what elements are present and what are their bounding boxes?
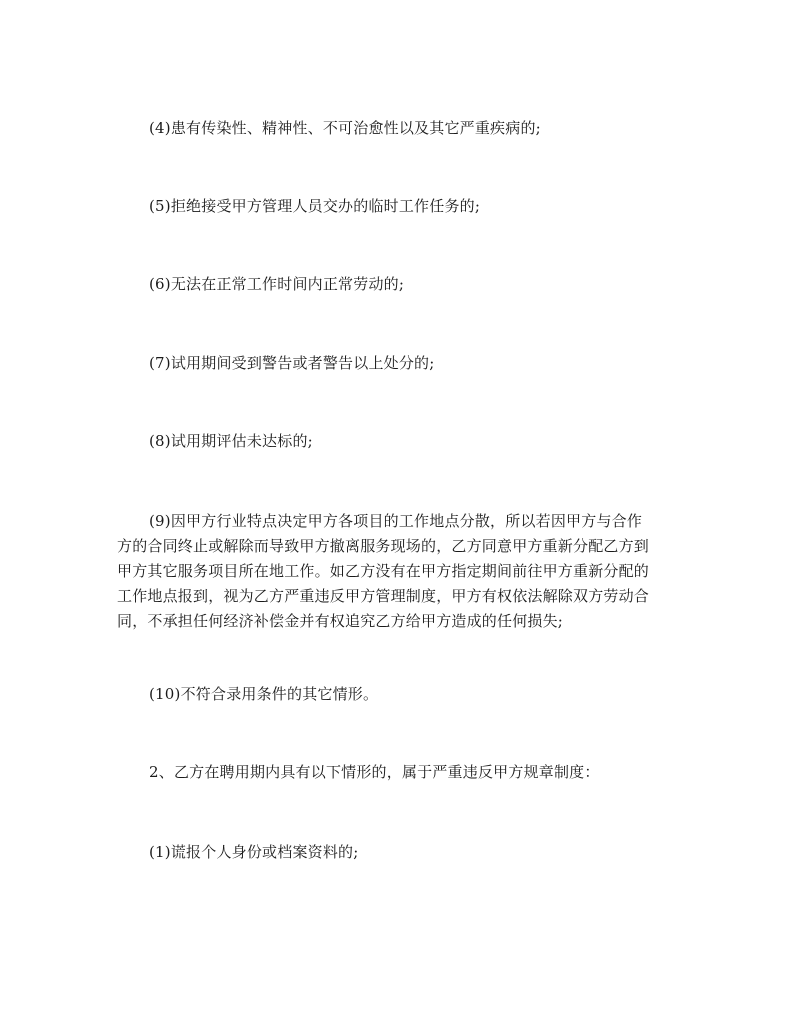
section-2-item-1: (1)谎报个人身份或档案资料的; [149, 843, 359, 861]
clause-item-10: (10)不符合录用条件的其它情形。 [149, 685, 379, 703]
section-2-heading: 2、乙方在聘用期内具有以下情形的，属于严重违反甲方规章制度： [149, 763, 600, 781]
clause-item-9: (9)因甲方行业特点决定甲方各项目的工作地点分散，所以若因甲方与合作方的合同终止或解除而导致甲方撤离服务现场的，乙方同意甲方重新分配乙方到甲方其它服务项目所在地工作。如乙方没有在甲方指定期间前往甲方重新分配的工作地点报到，视为乙方严重违反甲方管理制度，甲方有权依法解除双方劳动合同，不承担任何经济补偿金并有权追究乙方给甲方造成的任何损失; [117, 512, 650, 630]
clause-item-8: (8)试用期评估未达标的; [149, 432, 313, 450]
clause-item-5: (5)拒绝接受甲方管理人员交办的临时工作任务的; [149, 197, 481, 215]
clause-item-6: (6)无法在正常工作时间内正常劳动的; [149, 275, 405, 293]
clause-item-7: (7)试用期间受到警告或者警告以上处分的; [149, 354, 435, 372]
clause-item-4: (4)患有传染性、精神性、不可治愈性以及其它严重疾病的; [149, 119, 541, 137]
